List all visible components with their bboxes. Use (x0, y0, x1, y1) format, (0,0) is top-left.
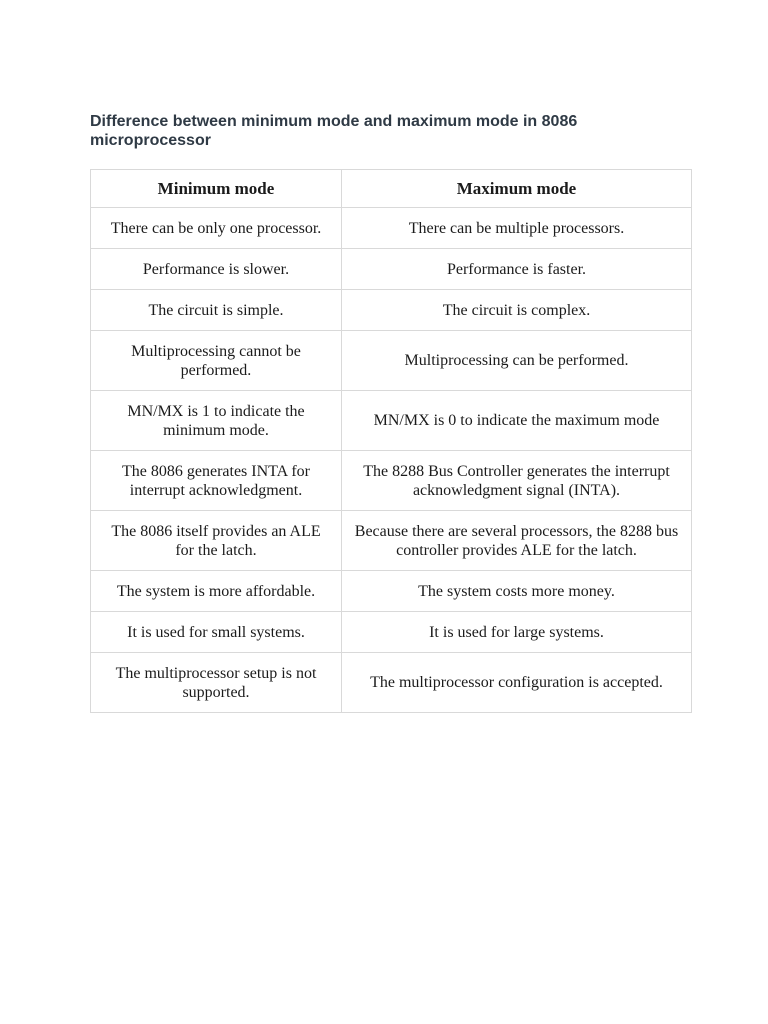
table-row (91, 612, 692, 653)
table-row (91, 391, 692, 451)
table-row (91, 290, 692, 331)
table-row (91, 653, 692, 713)
maximum-mode-cell: The circuit is complex. (342, 290, 692, 331)
header-maximum-mode: Maximum mode (342, 170, 692, 208)
page-title: Difference between minimum mode and maximum mode in 8086 microprocessor (90, 113, 578, 149)
maximum-mode-cell: Performance is faster. (342, 249, 692, 290)
minimum-mode-cell: It is used for small systems. (91, 612, 342, 653)
table-row (91, 511, 692, 571)
table-row (91, 331, 692, 391)
minimum-mode-cell: The 8086 generates INTA for interrupt acknowledgment. (91, 451, 342, 511)
minimum-mode-cell: Performance is slower. (91, 249, 342, 290)
maximum-mode-cell: MN/MX is 0 to indicate the maximum mode (342, 391, 692, 451)
maximum-mode-cell: It is used for large systems. (342, 612, 692, 653)
maximum-mode-cell: There can be multiple processors. (342, 208, 692, 249)
minimum-mode-cell: The multiprocessor setup is not supported. (91, 653, 342, 713)
table-row (91, 451, 692, 511)
table-header-row (91, 170, 692, 208)
header-minimum-mode: Minimum mode (91, 170, 342, 208)
table-row (91, 249, 692, 290)
maximum-mode-cell: The 8288 Bus Controller generates the interrupt acknowledgment signal (INTA). (342, 451, 692, 511)
minimum-mode-cell: Multiprocessing cannot be performed. (91, 331, 342, 391)
maximum-mode-cell: The system costs more money. (342, 571, 692, 612)
table-row (91, 571, 692, 612)
minimum-mode-cell: The system is more affordable. (91, 571, 342, 612)
minimum-mode-cell: There can be only one processor. (91, 208, 342, 249)
minimum-mode-cell: The 8086 itself provides an ALE for the latch. (91, 511, 342, 571)
table-row (91, 208, 692, 249)
maximum-mode-cell: The multiprocessor configuration is accepted. (342, 653, 692, 713)
minimum-mode-cell: The circuit is simple. (91, 290, 342, 331)
minimum-mode-cell: MN/MX is 1 to indicate the minimum mode. (91, 391, 342, 451)
maximum-mode-cell: Because there are several processors, the 8288 bus controller provides ALE for the latch. (342, 511, 692, 571)
maximum-mode-cell: Multiprocessing can be performed. (342, 331, 692, 391)
comparison-table (90, 169, 692, 713)
